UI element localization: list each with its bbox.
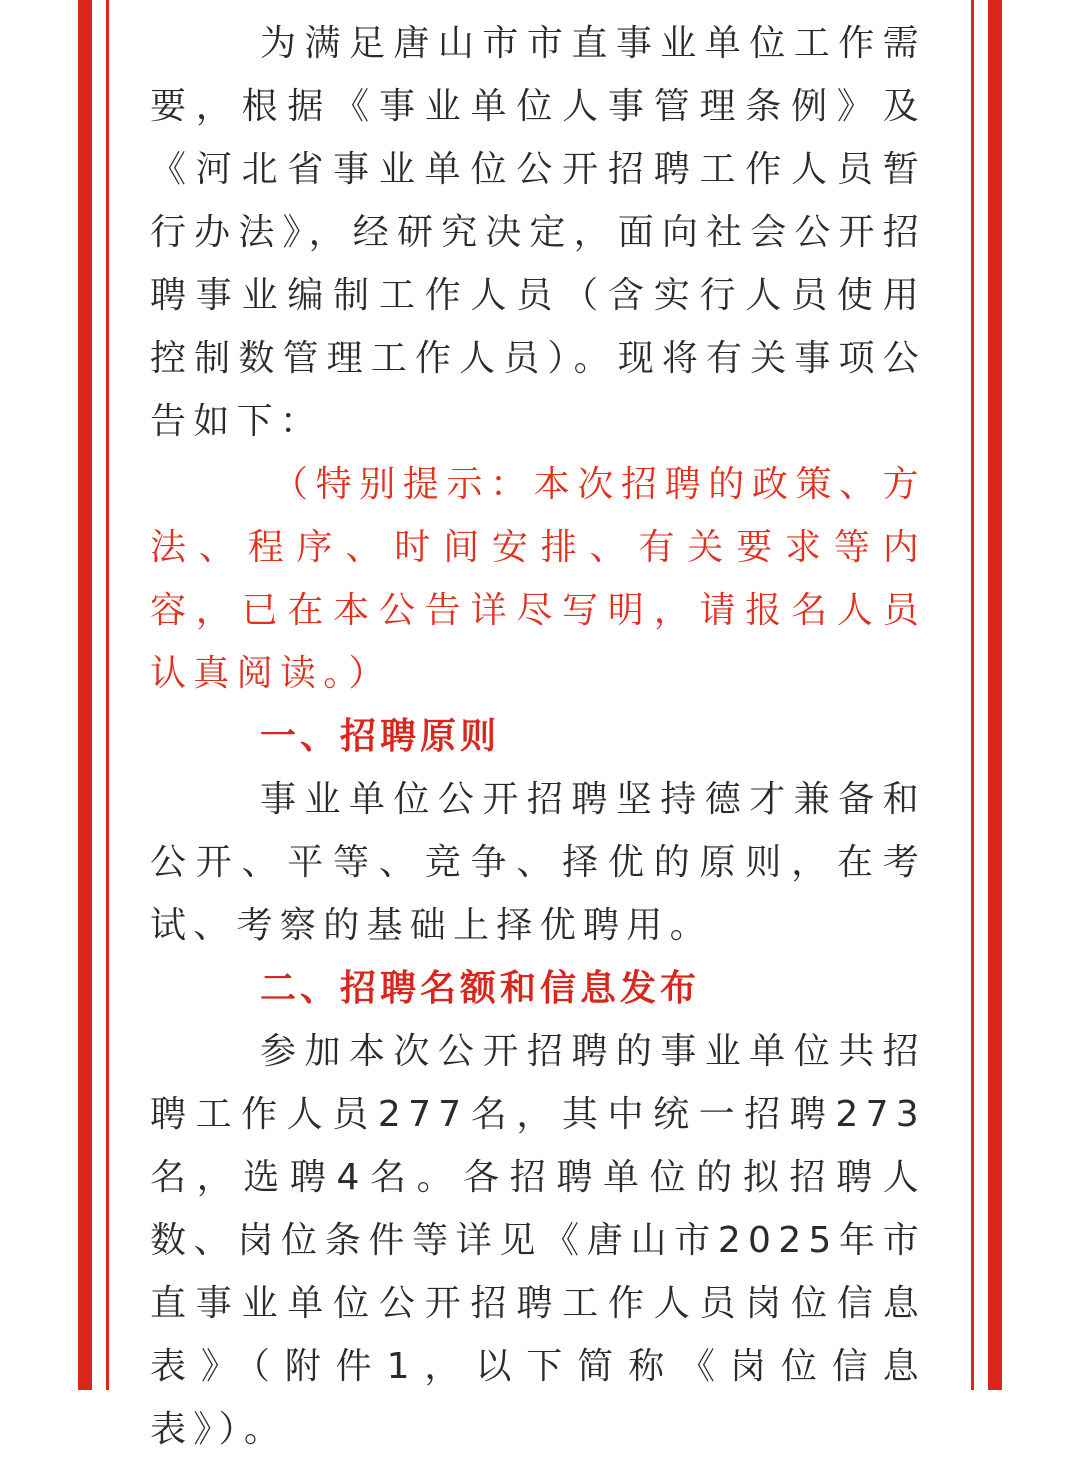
right-inner-border: [971, 0, 974, 1390]
intro-paragraph: 为满足唐山市市直事业单位工作需要，根据《事业单位人事管理条例》及《河北省事业单位公开招聘工作人员暂行办法》，经研究决定，面向社会公开招聘事业编制工作人员（含实行人员使用控制数管理工作人员）。现将有关事项公告如下：: [150, 23, 926, 442]
section-heading-quota: 二、招聘名额和信息发布: [260, 968, 701, 1009]
section-heading-principles: 一、招聘原则: [260, 716, 501, 757]
quota-paragraph: 参加本次公开招聘的事业单位共招聘工作人员277名，其中统一招聘273名，选聘4名。各招聘单位的拟招聘人数、岗位条件等详见《唐山市2025年市直事业单位公开招聘工作人员岗位信息表》（附件1，以下简称《岗位信息表》）。: [150, 1031, 926, 1450]
special-notice: （特别提示：本次招聘的政策、方法、程序、时间安排、有关要求等内容，已在本公告详尽写明，请报名人员认真阅读。）: [150, 464, 926, 694]
principles-paragraph: 事业单位公开招聘坚持德才兼备和公开、平等、竞争、择优的原则，在考试、考察的基础上择优聘用。: [150, 779, 926, 946]
document-body: [150, 12, 926, 1461]
left-outer-border: [78, 0, 92, 1390]
right-outer-border: [988, 0, 1002, 1390]
left-inner-border: [106, 0, 109, 1390]
